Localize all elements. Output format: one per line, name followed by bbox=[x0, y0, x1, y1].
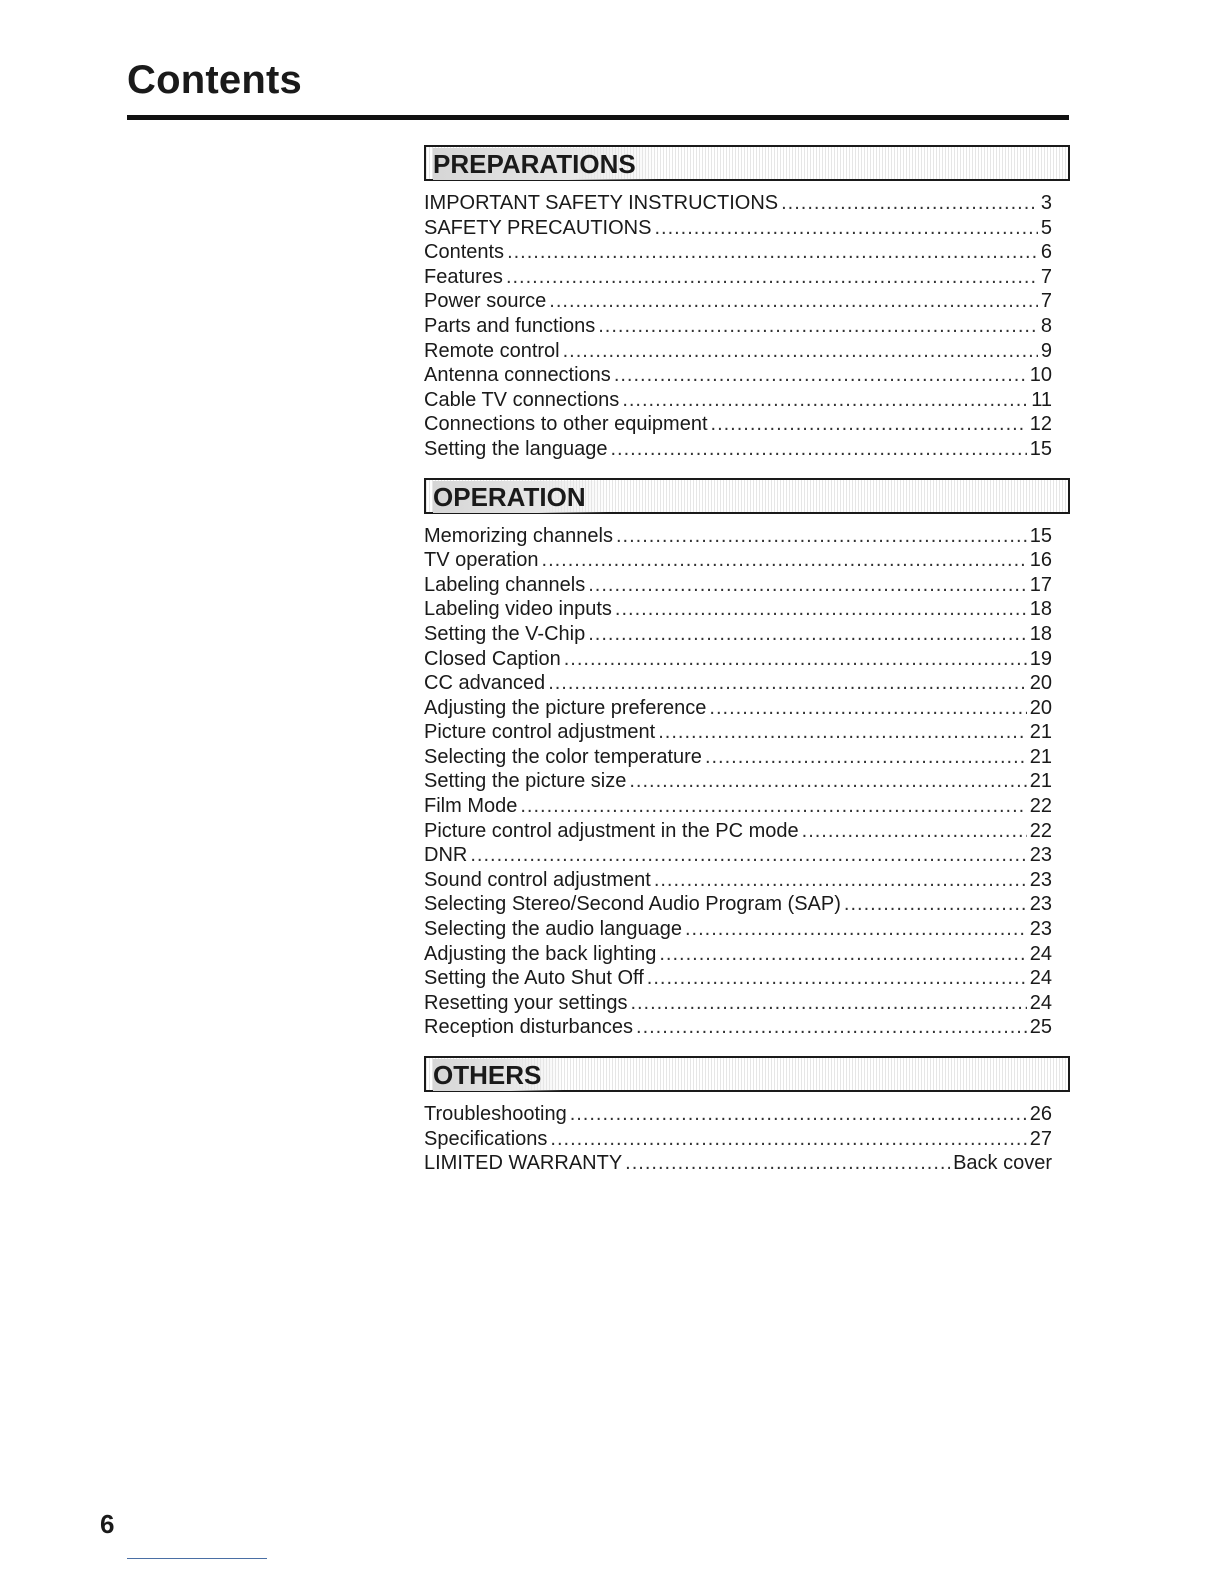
dot-leader bbox=[685, 917, 1027, 942]
entry-page-number: 18 bbox=[1029, 622, 1052, 645]
entry-label: DNR bbox=[424, 844, 468, 867]
entry-label: Cable TV connections bbox=[424, 388, 620, 411]
section-header-preparations bbox=[424, 145, 1070, 181]
dot-leader bbox=[781, 191, 1038, 216]
entry-page-number: 23 bbox=[1029, 918, 1052, 941]
dot-leader bbox=[563, 339, 1038, 364]
entry-label: Selecting the color temperature bbox=[424, 745, 702, 768]
entry-page-number: 23 bbox=[1029, 844, 1052, 867]
entry-label: Closed Caption bbox=[424, 647, 561, 670]
section-others bbox=[424, 1056, 1070, 1176]
toc-entry[interactable] bbox=[424, 696, 1052, 721]
page-number: 6 bbox=[100, 1509, 115, 1539]
toc-entry[interactable] bbox=[424, 1102, 1052, 1127]
dot-leader bbox=[588, 573, 1027, 598]
entry-label: SAFETY PRECAUTIONS bbox=[424, 216, 652, 239]
entry-label: IMPORTANT SAFETY INSTRUCTIONS bbox=[424, 192, 779, 214]
entry-label: Troubleshooting bbox=[424, 1103, 567, 1125]
toc-entry-list bbox=[424, 191, 1052, 462]
toc-entry[interactable] bbox=[424, 1151, 1052, 1176]
entry-label: Antenna connections bbox=[424, 364, 611, 387]
dot-leader bbox=[658, 720, 1027, 745]
toc-entry[interactable] bbox=[424, 191, 1052, 216]
dot-leader bbox=[625, 1151, 950, 1176]
entry-page-number: 10 bbox=[1029, 364, 1052, 387]
toc-entry[interactable] bbox=[424, 597, 1052, 622]
entry-label: Selecting the audio language bbox=[424, 918, 682, 941]
toc-entry[interactable] bbox=[424, 314, 1052, 339]
entry-page-number: 17 bbox=[1029, 573, 1052, 596]
entry-label: Film Mode bbox=[424, 795, 518, 818]
toc-entry[interactable] bbox=[424, 240, 1052, 265]
entry-page-number: 7 bbox=[1040, 290, 1052, 313]
dot-leader bbox=[506, 265, 1038, 290]
toc-entry[interactable] bbox=[424, 573, 1052, 598]
toc-entry[interactable] bbox=[424, 622, 1052, 647]
toc-entry-list bbox=[424, 524, 1052, 1040]
toc-entry[interactable] bbox=[424, 794, 1052, 819]
dot-leader bbox=[470, 843, 1026, 868]
dot-leader bbox=[614, 363, 1027, 388]
entry-label: Setting the picture size bbox=[424, 770, 627, 793]
entry-label: Sound control adjustment bbox=[424, 868, 651, 891]
dot-leader bbox=[647, 966, 1027, 991]
toc-entry[interactable] bbox=[424, 388, 1052, 413]
section-header-others bbox=[424, 1056, 1070, 1092]
toc-entry[interactable] bbox=[424, 339, 1052, 364]
entry-label: TV operation bbox=[424, 549, 539, 572]
toc-entry[interactable] bbox=[424, 917, 1052, 942]
entry-page-number: 6 bbox=[1040, 241, 1052, 264]
dot-leader bbox=[570, 1102, 1027, 1127]
entry-label: Reception disturbances bbox=[424, 1016, 634, 1039]
dot-leader bbox=[659, 942, 1026, 967]
entry-label: Picture control adjustment in the PC mode bbox=[424, 819, 799, 842]
entry-page-number: 24 bbox=[1029, 991, 1052, 1014]
entry-page-number: 26 bbox=[1029, 1103, 1052, 1125]
dot-leader bbox=[542, 548, 1027, 573]
dot-leader bbox=[709, 696, 1026, 721]
dot-leader bbox=[711, 412, 1027, 437]
dot-leader bbox=[615, 597, 1027, 622]
entry-label: Parts and functions bbox=[424, 314, 596, 337]
entry-label: Power source bbox=[424, 290, 547, 313]
entry-label: Memorizing channels bbox=[424, 524, 613, 547]
dot-leader bbox=[616, 524, 1027, 549]
entry-page-number: 20 bbox=[1029, 672, 1052, 695]
dot-leader bbox=[598, 314, 1038, 339]
section-heading: OTHERS bbox=[433, 1059, 563, 1091]
dot-leader bbox=[564, 647, 1027, 672]
entry-page-number: 24 bbox=[1029, 942, 1052, 965]
toc-entry[interactable] bbox=[424, 868, 1052, 893]
entry-label: Picture control adjustment bbox=[424, 721, 656, 744]
entry-page-number: 16 bbox=[1029, 549, 1052, 572]
page-title: Contents bbox=[127, 58, 302, 102]
entry-label: Adjusting the picture preference bbox=[424, 696, 707, 719]
entry-page-number: 27 bbox=[1029, 1127, 1052, 1150]
toc-entry[interactable] bbox=[424, 892, 1052, 917]
entry-page-number: 22 bbox=[1029, 819, 1052, 842]
dot-leader bbox=[630, 991, 1026, 1016]
toc-entry[interactable] bbox=[424, 720, 1052, 745]
dot-leader bbox=[622, 388, 1028, 413]
dot-leader bbox=[705, 745, 1027, 770]
footer-rule bbox=[127, 1558, 267, 1559]
entry-page-number: 19 bbox=[1029, 647, 1052, 670]
toc-entry[interactable] bbox=[424, 647, 1052, 672]
entry-page-number: 20 bbox=[1029, 696, 1052, 719]
table-of-contents bbox=[424, 145, 1070, 1176]
toc-entry[interactable] bbox=[424, 745, 1052, 770]
entry-page-number: 21 bbox=[1029, 770, 1052, 793]
entry-page-number: 3 bbox=[1040, 192, 1052, 214]
entry-page-number: 7 bbox=[1040, 265, 1052, 288]
dot-leader bbox=[844, 892, 1027, 917]
entry-label: Labeling video inputs bbox=[424, 598, 612, 621]
toc-entry[interactable] bbox=[424, 437, 1052, 462]
entry-page-number: 25 bbox=[1029, 1016, 1052, 1039]
section-preparations bbox=[424, 145, 1070, 462]
entry-page-number: 11 bbox=[1031, 388, 1052, 411]
entry-label: Features bbox=[424, 265, 503, 288]
toc-entry[interactable] bbox=[424, 942, 1052, 967]
entry-label: Connections to other equipment bbox=[424, 413, 708, 436]
entry-label: Labeling channels bbox=[424, 573, 586, 596]
entry-page-number: 23 bbox=[1029, 868, 1052, 891]
entry-label: Specifications bbox=[424, 1127, 548, 1150]
dot-leader bbox=[588, 622, 1027, 647]
toc-entry[interactable] bbox=[424, 769, 1052, 794]
toc-entry[interactable] bbox=[424, 548, 1052, 573]
dot-leader bbox=[802, 819, 1027, 844]
section-heading: PREPARATIONS bbox=[433, 148, 658, 180]
entry-page-number: 15 bbox=[1029, 437, 1052, 460]
entry-label: Setting the language bbox=[424, 437, 608, 460]
title-rule bbox=[127, 115, 1069, 120]
dot-leader bbox=[629, 769, 1026, 794]
dot-leader bbox=[550, 1127, 1026, 1152]
toc-entry[interactable] bbox=[424, 363, 1052, 388]
section-operation bbox=[424, 478, 1070, 1040]
entry-page-number: 9 bbox=[1040, 339, 1052, 362]
entry-label: CC advanced bbox=[424, 672, 546, 695]
entry-page-number: 21 bbox=[1029, 745, 1052, 768]
toc-entry[interactable] bbox=[424, 671, 1052, 696]
entry-page-number: 8 bbox=[1040, 314, 1052, 337]
toc-entry[interactable] bbox=[424, 289, 1052, 314]
entry-page-number: 5 bbox=[1040, 216, 1052, 239]
entry-label: Setting the V-Chip bbox=[424, 622, 586, 645]
toc-entry[interactable] bbox=[424, 265, 1052, 290]
dot-leader bbox=[654, 216, 1037, 241]
toc-entry-list bbox=[424, 1102, 1052, 1176]
entry-label: Adjusting the back lighting bbox=[424, 942, 657, 965]
entry-label: Contents bbox=[424, 241, 505, 264]
dot-leader bbox=[520, 794, 1026, 819]
dot-leader bbox=[611, 437, 1027, 462]
entry-page-number: 23 bbox=[1029, 893, 1052, 916]
entry-page-number: 22 bbox=[1029, 795, 1052, 818]
toc-entry[interactable] bbox=[424, 843, 1052, 868]
dot-leader bbox=[507, 240, 1038, 265]
entry-label: Selecting Stereo/Second Audio Program (SAP) bbox=[424, 893, 841, 916]
entry-page-number: 12 bbox=[1029, 413, 1052, 436]
section-header-operation bbox=[424, 478, 1070, 514]
toc-entry[interactable] bbox=[424, 966, 1052, 991]
entry-label: Remote control bbox=[424, 339, 560, 362]
entry-page-number: 21 bbox=[1029, 721, 1052, 744]
toc-entry[interactable] bbox=[424, 991, 1052, 1016]
dot-leader bbox=[654, 868, 1027, 893]
toc-entry[interactable] bbox=[424, 819, 1052, 844]
entry-label: Resetting your settings bbox=[424, 991, 628, 1014]
dot-leader bbox=[549, 289, 1038, 314]
dot-leader bbox=[636, 1015, 1027, 1040]
section-heading: OPERATION bbox=[433, 481, 608, 513]
entry-label: LIMITED WARRANTY bbox=[424, 1152, 623, 1175]
toc-entry[interactable] bbox=[424, 1127, 1052, 1152]
toc-entry[interactable] bbox=[424, 412, 1052, 437]
toc-entry[interactable] bbox=[424, 216, 1052, 241]
entry-page-number: Back cover bbox=[953, 1152, 1052, 1175]
entry-page-number: 24 bbox=[1029, 967, 1052, 990]
entry-label: Setting the Auto Shut Off bbox=[424, 967, 644, 990]
dot-leader bbox=[548, 671, 1027, 696]
entry-page-number: 18 bbox=[1029, 598, 1052, 621]
entry-page-number: 15 bbox=[1029, 524, 1052, 547]
toc-entry[interactable] bbox=[424, 1015, 1052, 1040]
toc-entry[interactable] bbox=[424, 524, 1052, 549]
